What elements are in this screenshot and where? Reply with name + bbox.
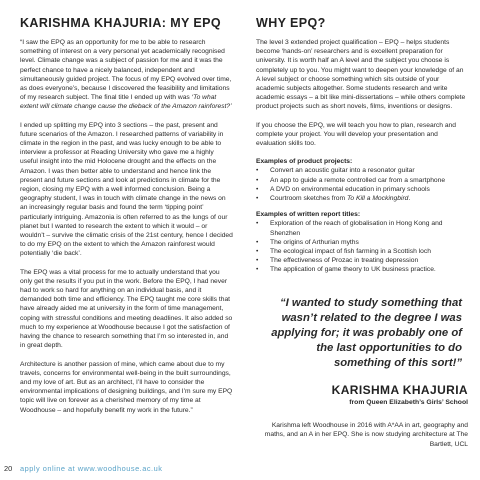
list-item: • The application of game theory to UK business practice.: [256, 266, 436, 274]
left-heading: KARISHMA KHAJURIA: MY EPQ: [20, 16, 221, 30]
products-title: Examples of product projects:: [256, 158, 353, 166]
website-link[interactable]: apply online at www.woodhouse.ac.uk: [20, 464, 163, 473]
teach-paragraph: If you choose the EPQ, we will teach you how to plan, research and complete your project. You will develop your presentation and evaluation skills too.: [256, 121, 456, 148]
bullet-icon: •: [256, 167, 259, 175]
why-epq-paragraph: The level 3 extended project qualification – EPQ – helps students become ‘hands-on’ researchers and is excellent preparation for university. It is worth half an A level and the subject you choose is completely up to you. You might want to deepen your knowledge of an A level subject or choose something which sits outside of your academic subjects altogether. Some students research and write academic essays – a bit like mini-dissertations – while others complete product projects such as short novels, films, inventions or designs.: [256, 39, 466, 111]
list-item: • The ecological impact of fish farming in a Scottish loch: [256, 248, 431, 256]
list-item: • A DVD on environmental education in primary schools: [256, 185, 430, 193]
titles-list: [256, 219, 468, 274]
list-item: • Convert an acoustic guitar into a resonator guitar: [256, 167, 415, 175]
author-name: KARISHMA KHAJURIA: [331, 382, 468, 397]
bullet-icon: •: [256, 266, 259, 274]
bullet-icon: •: [256, 220, 259, 228]
skills-paragraph: The EPQ was a vital process for me to actually understand that you only get the results if you put in the work. Before the EPQ, I had never had to work so hard for anything on an individual basis, and it demanded both time and efficiency. The EPQ taught me core skills that have already aided me at university in the form of time management, coping with stressful conditions and meeting deadlines. It also added so much to my experience at Woodhouse because I got the satisfaction of having the chance to research something that I’m so interested in, and in great depth.: [20, 268, 233, 350]
epq-title: ‘To what extent will climate change cause the dieback of the Amazon rainforest?’: [20, 94, 232, 111]
right-heading: WHY EPQ?: [256, 16, 326, 30]
author-bio: Karishma left Woodhouse in 2016 with A*AA in art, geography and maths, and an A in her EPQ. She is now studying architecture at The Bartlett, UCL: [264, 421, 468, 448]
bullet-icon: •: [256, 257, 259, 265]
list-item: • The origins of Arthurian myths: [256, 238, 359, 246]
products-list: [256, 166, 468, 203]
intro-text: “I saw the EPQ as an opportunity for me to be able to research something of interest on a very personal yet academically recognised level. Climate change was a subject of passion for me and it was the perfect chance to have a nicely balanced, independent and simultaneously guided project. The focus of my EPQ evolved over time, as does everyone’s, because I discovered the feasibility and limitations of my research subject. The final title I ended up with was: [20, 39, 232, 102]
list-item: • The effectiveness of Prozac in treating depression: [256, 257, 419, 265]
intro-paragraph: [20, 38, 233, 112]
list-item: • An app to guide a remote controlled car from a smartphone: [256, 176, 446, 184]
bullet-icon: •: [256, 185, 259, 193]
bullet-icon: •: [256, 195, 259, 203]
list-item: • Courtroom sketches from To Kill a Mockingbird.: [256, 195, 411, 203]
author-school: from Queen Elizabeth’s Girls’ School: [349, 398, 468, 406]
right-column: [256, 16, 468, 449]
left-column: [20, 16, 233, 423]
architecture-paragraph: Architecture is another passion of mine, which came about due to my travels, concerns for environmental well-being in the built surroundings, and my love of art. But as an architect, I’ll have to consider the environmental implications of designing buildings, and I’m sure my EPQ topic will live on forever as a cherished memory of my time at Woodhouse – and hopefully benefit my work in the future.”: [20, 360, 233, 414]
sections-paragraph: I ended up splitting my EPQ into 3 sections – the past, present and future scenarios of the Amazon. I researched patterns of variability in climate in the region in the past, and was lucky enough to be able to interview a professor at Reading University who gave me a highly useful insight into the mid Holocene drought and the effects on the Amazon. I was then better able to understand and hence link the present and future sections and look at predictions in climate for the region, closing my EPQ with a well informed conclusion. Being a geography student, I was in touch with climate change in the news on an increasingly regular basis and found the term ‘tipping point’ particularly intriguing. Amazonia is often referred to as the lungs of our planet but I wanted to research the extent to which it would – or wouldn’t – survive the climatic crisis of the 21st century, hence I decided to do my EPQ on the extent to which the Amazon rainforest would potentially ‘die back’.: [20, 121, 233, 258]
page-footer: [0, 464, 480, 480]
page-number: 20: [4, 464, 13, 473]
bullet-icon: •: [256, 176, 259, 184]
bullet-icon: •: [256, 238, 259, 246]
titles-title: Examples of written report titles:: [256, 211, 361, 219]
pull-quote: “I wanted to study something that wasn’t related to the degree I was applying for; it was probably one of the last opportunities to do something of this sort!”: [271, 296, 462, 369]
bullet-icon: •: [256, 248, 259, 256]
list-item: • Exploration of the reach of globalisation in Hong Kong and Shenzhen: [256, 220, 443, 237]
